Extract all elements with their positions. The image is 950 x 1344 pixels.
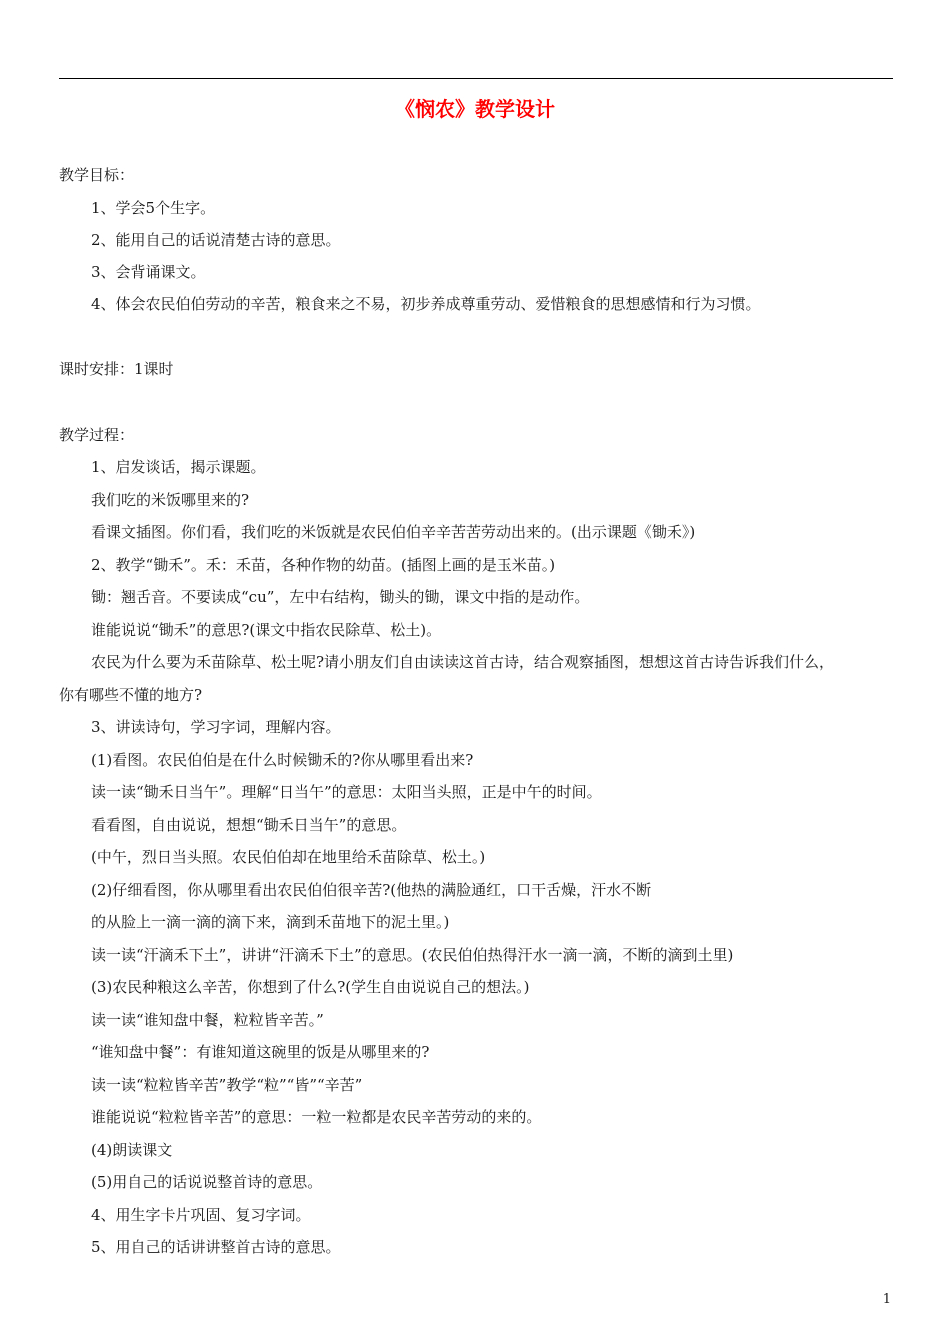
process-line: 谁能说说“锄禾”的意思?(课文中指农民除草、松土)。 — [91, 621, 442, 639]
process-line: 3、讲读诗句，学习字词，理解内容。 — [91, 718, 341, 736]
process-line: 读一读“粒粒皆辛苦”教学“粒”“皆”“辛苦” — [91, 1076, 363, 1094]
objective-item: 4、体会农民伯伯劳动的辛苦，粮食来之不易，初步养成尊重劳动、爱惜粮食的思想感情和行为习惯。 — [91, 295, 761, 313]
header-rule — [59, 78, 893, 79]
process-line: 2、教学“锄禾”。禾：禾苗，各种作物的幼苗。(插图上画的是玉米苗。) — [91, 556, 556, 574]
process-line: 读一读“汗滴禾下土”，讲讲“汗滴禾下土”的意思。(农民伯伯热得汗水一滴一滴，不断的滴到土里) — [91, 946, 734, 964]
objective-item: 1、学会5个生字。 — [91, 199, 216, 217]
process-line: 读一读“谁知盘中餐，粒粒皆辛苦。” — [91, 1011, 324, 1029]
process-line: 你有哪些不懂的地方? — [59, 686, 203, 704]
document-title: 《悯农》教学设计 — [395, 97, 555, 121]
process-line: 看看图，自由说说，想想“锄禾日当午”的意思。 — [91, 816, 407, 834]
objective-item: 3、会背诵课文。 — [91, 263, 206, 281]
process-line: (4)朗读课文 — [91, 1141, 173, 1159]
process-line: 4、用生字卡片巩固、复习字词。 — [91, 1206, 311, 1224]
process-line: (1)看图。农民伯伯是在什么时候锄禾的?你从哪里看出来? — [91, 751, 474, 769]
process-line: “谁知盘中餐”：有谁知道这碗里的饭是从哪里来的? — [91, 1043, 430, 1061]
process-line: (2)仔细看图，你从哪里看出农民伯伯很辛苦?(他热的满脸通红，口干舌燥，汗水不断 — [91, 881, 652, 899]
process-line: 谁能说说“粒粒皆辛苦”的意思：一粒一粒都是农民辛苦劳动的来的。 — [91, 1108, 542, 1126]
process-line: (3)农民种粮这么辛苦，你想到了什么?(学生自由说说自己的想法。) — [91, 978, 530, 996]
process-heading: 教学过程： — [59, 426, 135, 444]
objective-item: 2、能用自己的话说清楚古诗的意思。 — [91, 231, 341, 249]
process-line: 的从脸上一滴一滴的滴下来，滴到禾苗地下的泥土里。) — [91, 913, 450, 931]
process-line: 看课文插图。你们看，我们吃的米饭就是农民伯伯辛辛苦苦劳动出来的。(出示课题《锄禾》) — [91, 523, 696, 541]
process-line: (中午，烈日当头照。农民伯伯却在地里给禾苗除草、松土。) — [91, 848, 486, 866]
page-number: 1 — [882, 1292, 891, 1307]
process-line: 锄：翘舌音。不要读成“cu”，左中右结构，锄头的锄，课文中指的是动作。 — [91, 588, 590, 606]
objectives-heading: 教学目标： — [59, 166, 135, 184]
process-line: 我们吃的米饭哪里来的? — [91, 491, 250, 509]
process-line: 1、启发谈话，揭示课题。 — [91, 458, 266, 476]
process-line: (5)用自己的话说说整首诗的意思。 — [91, 1173, 323, 1191]
schedule-line: 课时安排：1课时 — [59, 360, 174, 378]
process-line: 读一读“锄禾日当午”。理解“日当午”的意思：太阳当头照，正是中午的时间。 — [91, 783, 602, 801]
process-line: 农民为什么要为禾苗除草、松土呢?请小朋友们自由读读这首古诗，结合观察插图，想想这首古诗告诉我们什么， — [91, 653, 835, 671]
process-line: 5、用自己的话讲讲整首古诗的意思。 — [91, 1238, 341, 1256]
